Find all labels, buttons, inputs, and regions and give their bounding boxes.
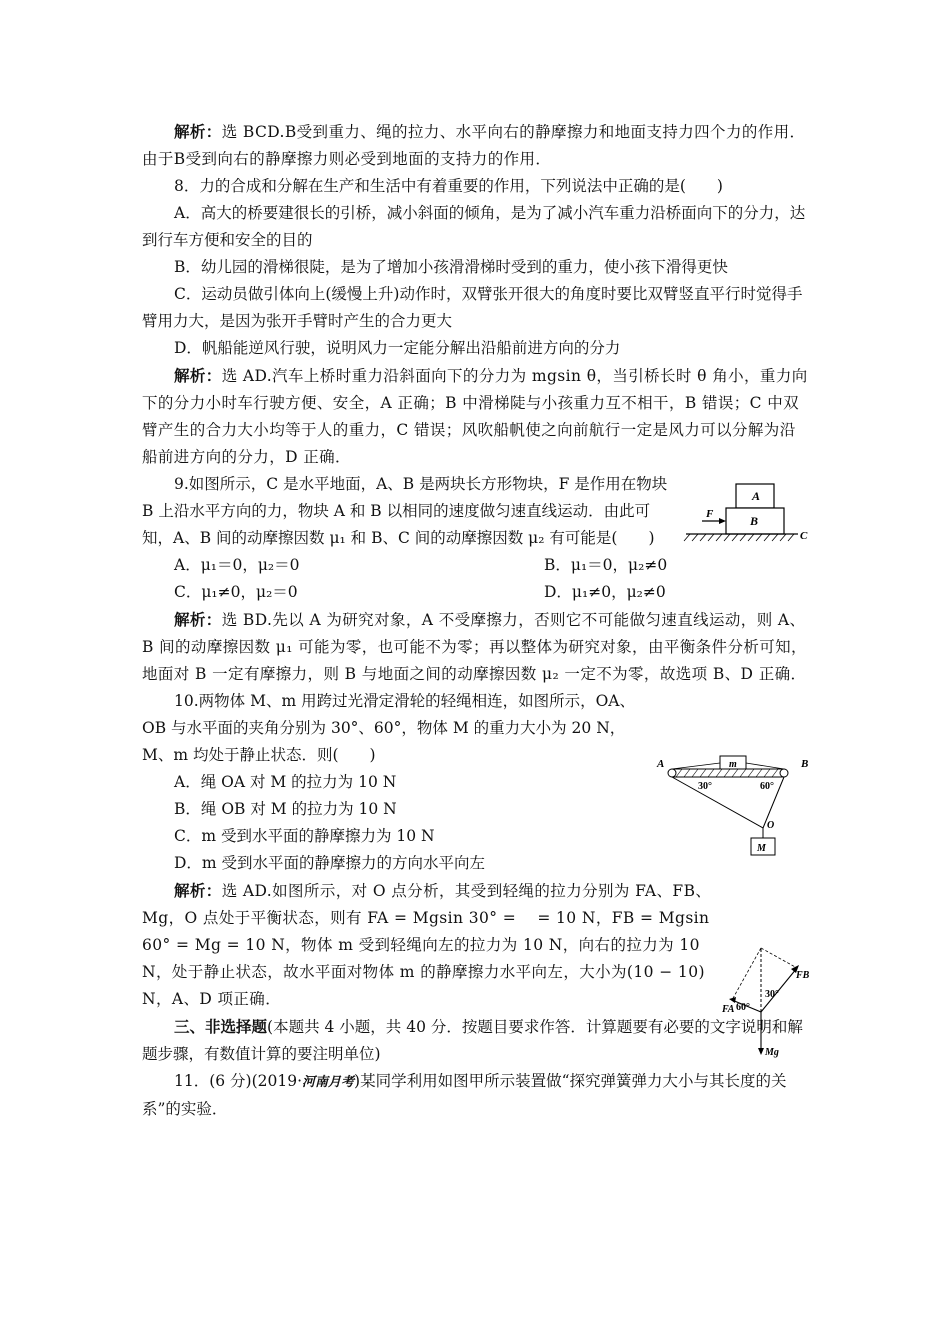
analysis-label: 解析：	[174, 881, 222, 900]
q9-option-b: B．μ₁＝0，μ₂≠0	[544, 556, 668, 574]
q9-options-row-2	[142, 579, 810, 606]
label-angle-30: 30°	[765, 989, 779, 1000]
q10-analysis	[142, 877, 712, 1013]
label-b: B	[750, 514, 759, 528]
label-angle-30: 30°	[698, 781, 712, 792]
parallel-dashed-1	[761, 948, 797, 968]
q8-option-c: C．运动员做引体向上(缓慢上升)动作时，双臂张开很大的角度时要比双臂竖直平行时觉得手臂用力大，是因为张开手臂时产生的合力更大	[142, 285, 803, 330]
q9-option-a: A．μ₁＝0，μ₂＝0	[174, 556, 300, 574]
label-big-m: M	[757, 843, 766, 854]
analysis-text: 选 AD.如图所示，对 O 点分析，其受到轻绳的拉力分别为 FA、FB、Mg，O 点处于平衡状态，则有 FA = Mgsin 30° = = 10 N，FB = Mgsin 60° = Mg = 10 N，物体 m 受到轻绳向左的拉力为 10 N，向右的拉力为 10 N，处于静止状态，故水平面对物体 m 的静摩擦力水平向左，大小为(10 − 10) N，A、D 项正确．	[142, 882, 712, 1008]
q9-option-c: C．μ₁≠0，μ₂＝0	[174, 583, 298, 601]
label-o: O	[767, 820, 775, 831]
section-title: 三、非选择题	[174, 1017, 268, 1036]
analysis-text: 选 BCD.B受到重力、绳的拉力、水平向右的静摩擦力和地面支持力四个力的作用．由于B受到向右的静摩擦力则必受到地面的支持力的作用．	[142, 123, 806, 168]
label-f: F	[706, 508, 714, 520]
q10-option-c: C．m 受到水平面的静摩擦力为 10 N	[174, 827, 435, 845]
section-instructions: (本题共 4 小题，共 40 分．按题目要求作答．计算题要有必要的文字说明和解题步骤，有数值计算的要注明单位)	[142, 1018, 803, 1063]
q11-text: )某同学利用如图甲所示装置做“探究弹簧弹力大小与其长度的关系”的实验．	[142, 1072, 787, 1118]
q8-option-b: B．幼儿园的滑梯很陡，是为了增加小孩滑滑梯时受到的重力，使小孩下滑得更快	[174, 258, 728, 276]
q10-force-diagram	[718, 942, 810, 1060]
rope-left-top	[672, 763, 720, 769]
q11-number: 11．(6 分)(2019·	[174, 1072, 303, 1090]
label-c: C	[800, 530, 808, 542]
q9-option-d: D．μ₁≠0，μ₂≠0	[544, 583, 666, 601]
q7-analysis	[142, 118, 810, 173]
analysis-label: 解析：	[174, 366, 222, 385]
ground-hatching	[684, 534, 794, 541]
rope-oa	[672, 777, 763, 828]
analysis-label: 解析：	[174, 610, 222, 629]
q10-option-b: B．绳 OB 对 M 的拉力为 10 N	[174, 800, 397, 818]
label-small-m: m	[729, 759, 737, 770]
page-content	[142, 118, 810, 1123]
q10-option-a: A．绳 OA 对 M 的拉力为 10 N	[174, 773, 397, 791]
q10-figure	[652, 750, 812, 860]
label-mg: Mg	[765, 1047, 779, 1058]
label-fa: FA	[722, 1004, 735, 1015]
analysis-text: 选 BD.先以 A 为研究对象，A 不受摩擦力，否则它不可能做匀速直线运动，则 A、B 间的动摩擦因数 μ₁ 可能为零，也可能不为零；再以整体为研究对象，由平衡条件分析可知，地面对 B 一定有摩擦力，则 B 与地面之间的动摩擦因数 μ₂ 一定不为零，故选项 B、D 正确．	[142, 611, 807, 683]
label-angle-60: 60°	[736, 1002, 750, 1013]
parallel-dashed-2	[732, 948, 761, 1000]
fa-arrowhead	[729, 997, 736, 1003]
q10-option-d: D．m 受到水平面的静摩擦力的方向水平向左	[174, 854, 486, 872]
q11-stem	[142, 1068, 810, 1123]
force-arrowhead	[719, 518, 726, 524]
label-fb: FB	[796, 970, 810, 981]
q9-stem: 9.如图所示，C 是水平地面，A、B 是两块长方形物块，F 是作用在物块 B 上沿水平方向的力，物块 A 和 B 以相同的速度做匀速直线运动．由此可知，A、B 间的动摩擦因数 μ₁ 和 B、C 间的动摩擦因数 μ₂ 有可能是( )	[142, 475, 668, 547]
section-3-heading	[142, 1013, 810, 1068]
q8-stem: 8．力的合成和分解在生产和生活中有着重要的作用，下列说法中正确的是( )	[174, 177, 723, 195]
pulley-b	[780, 769, 788, 777]
label-angle-60: 60°	[760, 781, 774, 792]
analysis-label: 解析：	[174, 122, 222, 141]
q9-figure	[680, 478, 810, 550]
label-point-a: A	[657, 758, 665, 770]
q8-option-a: A．高大的桥要建很长的引桥，减小斜面的倾角，是为了减小汽车重力沿桥面向下的分力，达到行车方便和安全的目的	[142, 204, 806, 249]
mg-arrowhead	[758, 1048, 764, 1055]
q9-analysis	[142, 606, 810, 688]
q8-analysis	[142, 362, 810, 471]
q8-option-d: D．帆船能逆风行驶，说明风力一定能分解出沿船前进方向的分力	[174, 339, 621, 357]
analysis-text: 选 AD.汽车上桥时重力沿斜面向下的分力为 mgsin θ，当引桥长时 θ 角小，重力向下的分力小时车行驶方便、安全，A 正确；B 中滑梯陡与小孩重力互不相干，B 错误；C 中双臂产生的合力大小均等于人的重力，C 错误；风吹船帆使之向前航行一定是风力可以分解为沿船前进方向的分力，D 正确．	[142, 367, 808, 466]
q10-stem: 10.两物体 M、m 用跨过光滑定滑轮的轻绳相连，如图所示，OA、OB 与水平面的夹角分别为 30°、60°，物体 M 的重力大小为 20 N，M、m 均处于静止状态．则( )	[142, 692, 635, 764]
q11-source: 河南月考	[302, 1075, 355, 1090]
pulley-a	[668, 769, 676, 777]
q9-options-row-1	[142, 552, 810, 579]
rope-right-top	[746, 763, 784, 769]
label-point-b: B	[801, 758, 809, 770]
label-a: A	[752, 489, 761, 503]
